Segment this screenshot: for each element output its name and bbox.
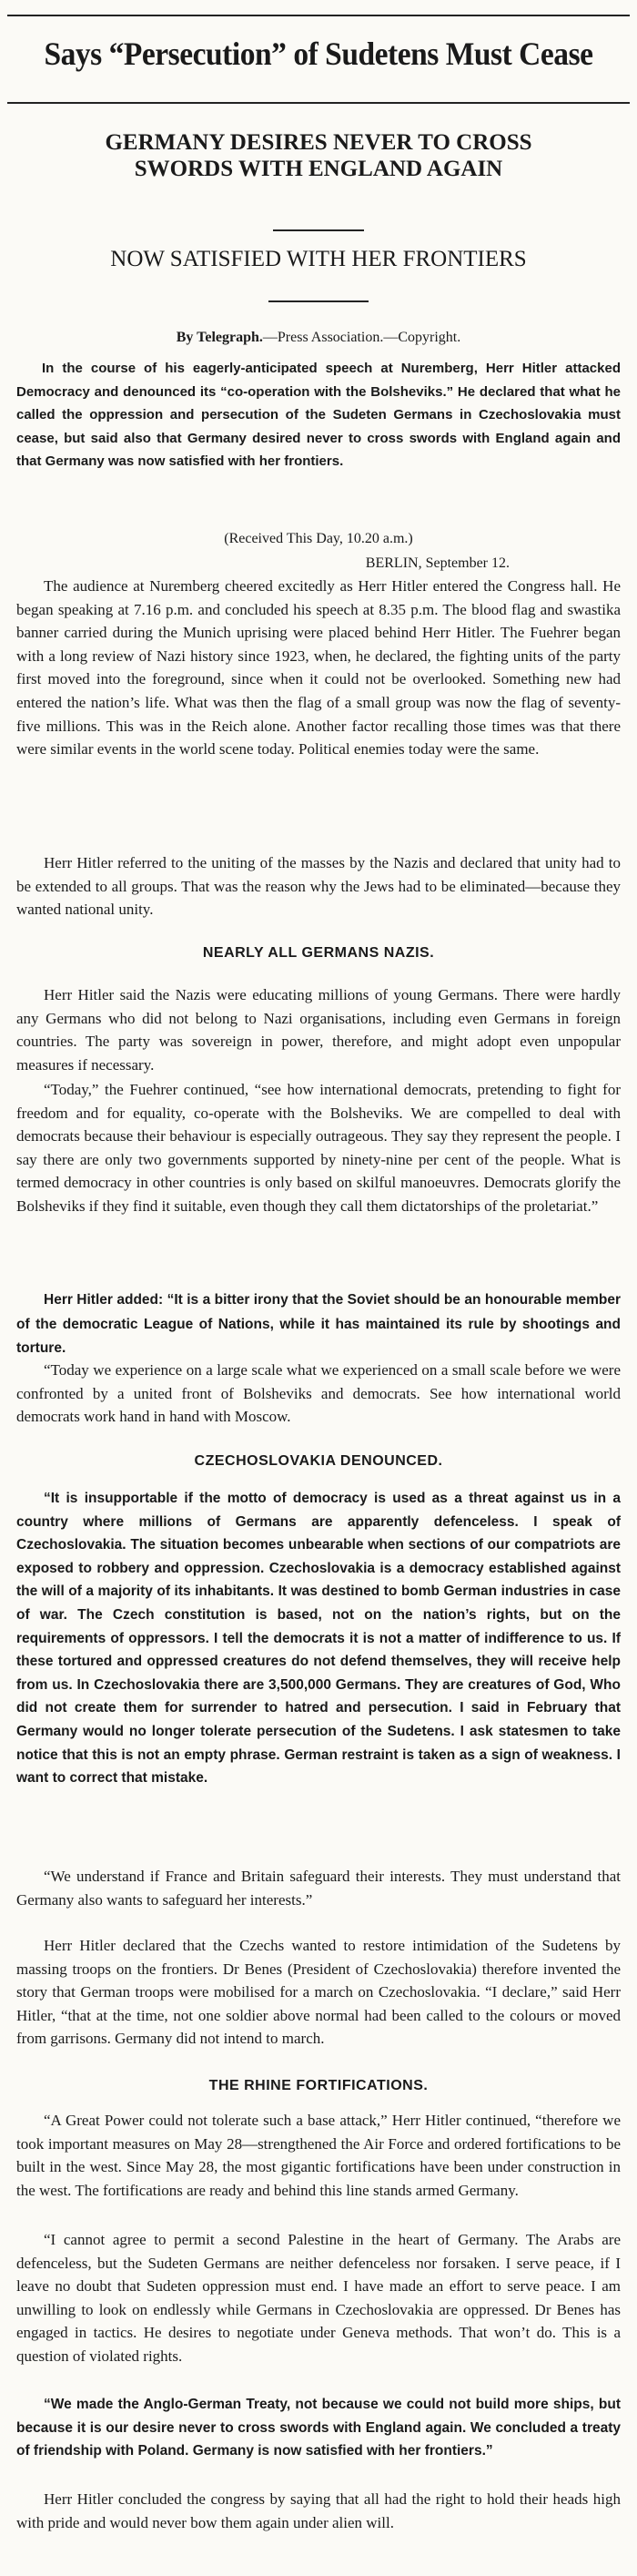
section-divider — [273, 229, 364, 231]
paragraph-8: “We understand if France and Britain safeguard their interests. They must understand that Germany also wants to safeguard her interests.” — [16, 1868, 621, 1909]
paragraph-12: “We made the Anglo-German Treaty, not because we could not build more ships, but because it is our desire never to cross swords with England again. We concluded a treaty of friendship with Poland. Germany is now satisfied with her frontiers.” — [16, 2397, 621, 2459]
byline-agency: —Press Association.—Copyright. — [262, 330, 461, 345]
dateline: BERLIN, September 12. — [365, 555, 510, 571]
paragraph-2: Herr Hitler referred to the uniting of the masses by the Nazis and declared that unity had to be extended to all groups. That was the reason why the Jews had to be eliminated—because they wanted national unity. — [16, 854, 621, 919]
paragraph-6: “Today we experience on a large scale what we experienced on a small scale before we were confronted by a united front of Bolsheviks and democrats. See how international world democrats work hand in hand with Moscow. — [16, 1361, 621, 1426]
top-rule — [7, 15, 630, 16]
paragraph-10: “A Great Power could not tolerate such a base attack,” Herr Hitler continued, “therefore we took important measures on May 28—strengthened the Air Force and ordered fortifications to be built in the west. Since May 28, the most gigantic fortifications have been under construction in the west. The fortifications are ready and behind this line stands armed Germany. — [16, 2112, 621, 2199]
section-heading-1: NEARLY ALL GERMANS NAZIS. — [202, 945, 435, 961]
received-line: (Received This Day, 10.20 a.m.) — [224, 531, 413, 546]
headline: Says “Persecution” of Sudetens Must Cease — [44, 36, 593, 72]
subheadline: GERMANY DESIRES NEVER TO CROSS SWORDS WITH ENGLAND AGAIN — [105, 130, 532, 181]
paragraph-4: “Today,” the Fuehrer continued, “see how international democrats, pretending to fight for freedom and for equality, co-operate with the Bolsheviks. We are compelled to deal with democrats because their behaviour is especially outrageous. They say they represent the people. I say there are only two governments supported by ninety-nine per cent of the people. What is termed democracy in other countries is only based on skilful manoeuvres. Democrats glorify the Bolsheviks if they find it suitable, even though they call them dictatorships of the proletariat.” — [16, 1081, 621, 1215]
section-heading-2: CZECHOSLOVAKIA DENOUNCED. — [194, 1453, 443, 1469]
paragraph-7: “It is insupportable if the motto of democracy is used as a threat against us in a country where millions of Germans are apparently defenceless. I speak of Czechoslovakia. The situation becomes unbearable when sections of our compatriots are exposed to robbery and oppression. Czechoslovakia is a democracy established against the will of a majority of its inhabitants. It was destined to bomb German industries in case of war. The Czech constitution is based, not on the nation’s rights, but on the requirements of oppressors. I tell the democrats it is not a matter of indifference to us. If these tortured and oppressed creatures do not defend themselves, they will receive help from us. In Czechoslovakia there are 3,500,000 Germans. They are creatures of God, Who did not create them for surrender to hatred and persecution. I said in February that Germany would no longer tolerate persecution of the Sudetens. I ask statesmen to take notice that this is not an empty phrase. German restraint is taken as a sign of weakness. I want to correct that mistake. — [16, 1491, 621, 1787]
lead-paragraph: In the course of his eagerly-anticipated speech at Nuremberg, Herr Hitler attacked Democracy and denounced its “co-operation with the Bolsheviks.” He declared that what he called the oppression and persecution of the Sudeten Germans in Czechoslovakia must cease, but said also that Germany desired never to cross swords with England again and that Germany was now satisfied with her frontiers. — [16, 361, 621, 469]
paragraph-5-quote: “It is a bitter irony that the Soviet should be an honourable member of the democratic League of Nations, while it has maintained its rule by shootings and torture. — [16, 1292, 622, 1357]
paragraph-5-lead: Herr Hitler added: — [44, 1292, 164, 1308]
byline — [0, 330, 637, 346]
headline-rule — [7, 102, 630, 104]
paragraph-9: Herr Hitler declared that the Czechs wanted to restore intimidation of the Sudetens by massing troops on the frontiers. Dr Benes (President of Czechoslovakia) therefore invented the story that German troops were mobilised for a march on Czechoslovakia. “I declare,” said Herr Hitler, “that at the time, not one soldier above normal had been called to the colours or moved from garrisons. Germany did not intend to march. — [16, 1937, 621, 2048]
paragraph-5 — [16, 1288, 621, 1360]
paragraph-11: “I cannot agree to permit a second Palestine in the heart of Germany. The Arabs are defenceless, but the Sudeten Germans are neither defenceless nor forsaken. I serve peace, if I leave no doubt that Sudeten oppression must end. I have made an effort to serve peace. I am unwilling to look on endlessly while Germans in Czechoslovakia are oppressed. Dr Benes has engaged in tactics. He desires to negotiate under Geneva methods. That won’t do. This is a question of violated rights. — [16, 2231, 621, 2365]
section-heading-3: THE RHINE FORTIFICATIONS. — [208, 2078, 429, 2093]
paragraph-13: Herr Hitler concluded the congress by saying that all had the right to hold their heads high with pride and would never bow them again under alien will. — [16, 2490, 621, 2531]
subheadline-2: NOW SATISFIED WITH HER FRONTIERS — [110, 247, 527, 271]
paragraph-3: Herr Hitler said the Nazis were educating millions of young Germans. There were hardly any Germans who did not belong to Nazi organisations, including even Germans in foreign countries. The party was sovereign in power, therefore, and might adopt even unpopular measures if necessary. — [16, 986, 621, 1074]
byline-source: By Telegraph. — [176, 330, 263, 345]
section-divider-2 — [268, 300, 369, 302]
paragraph-1: The audience at Nuremberg cheered excitedly as Herr Hitler entered the Congress hall. He began speaking at 7.16 p.m. and concluded his speech at 8.35 p.m. The blood flag and swastika banner carried during the Munich uprising were placed behind Herr Hitler. The Fuehrer began with a long review of Nazi history since 1923, when, he declared, the fighting units of the party first moved into the foreground, since when it could not be overlooked. Something new had entered the nation’s life. What was then the flag of a small group was now the flag of seventy-five millions. This was in the Reich alone. Another factor recalling those times was that there were similar events in the world scene today. Political enemies today were the same. — [16, 577, 621, 759]
